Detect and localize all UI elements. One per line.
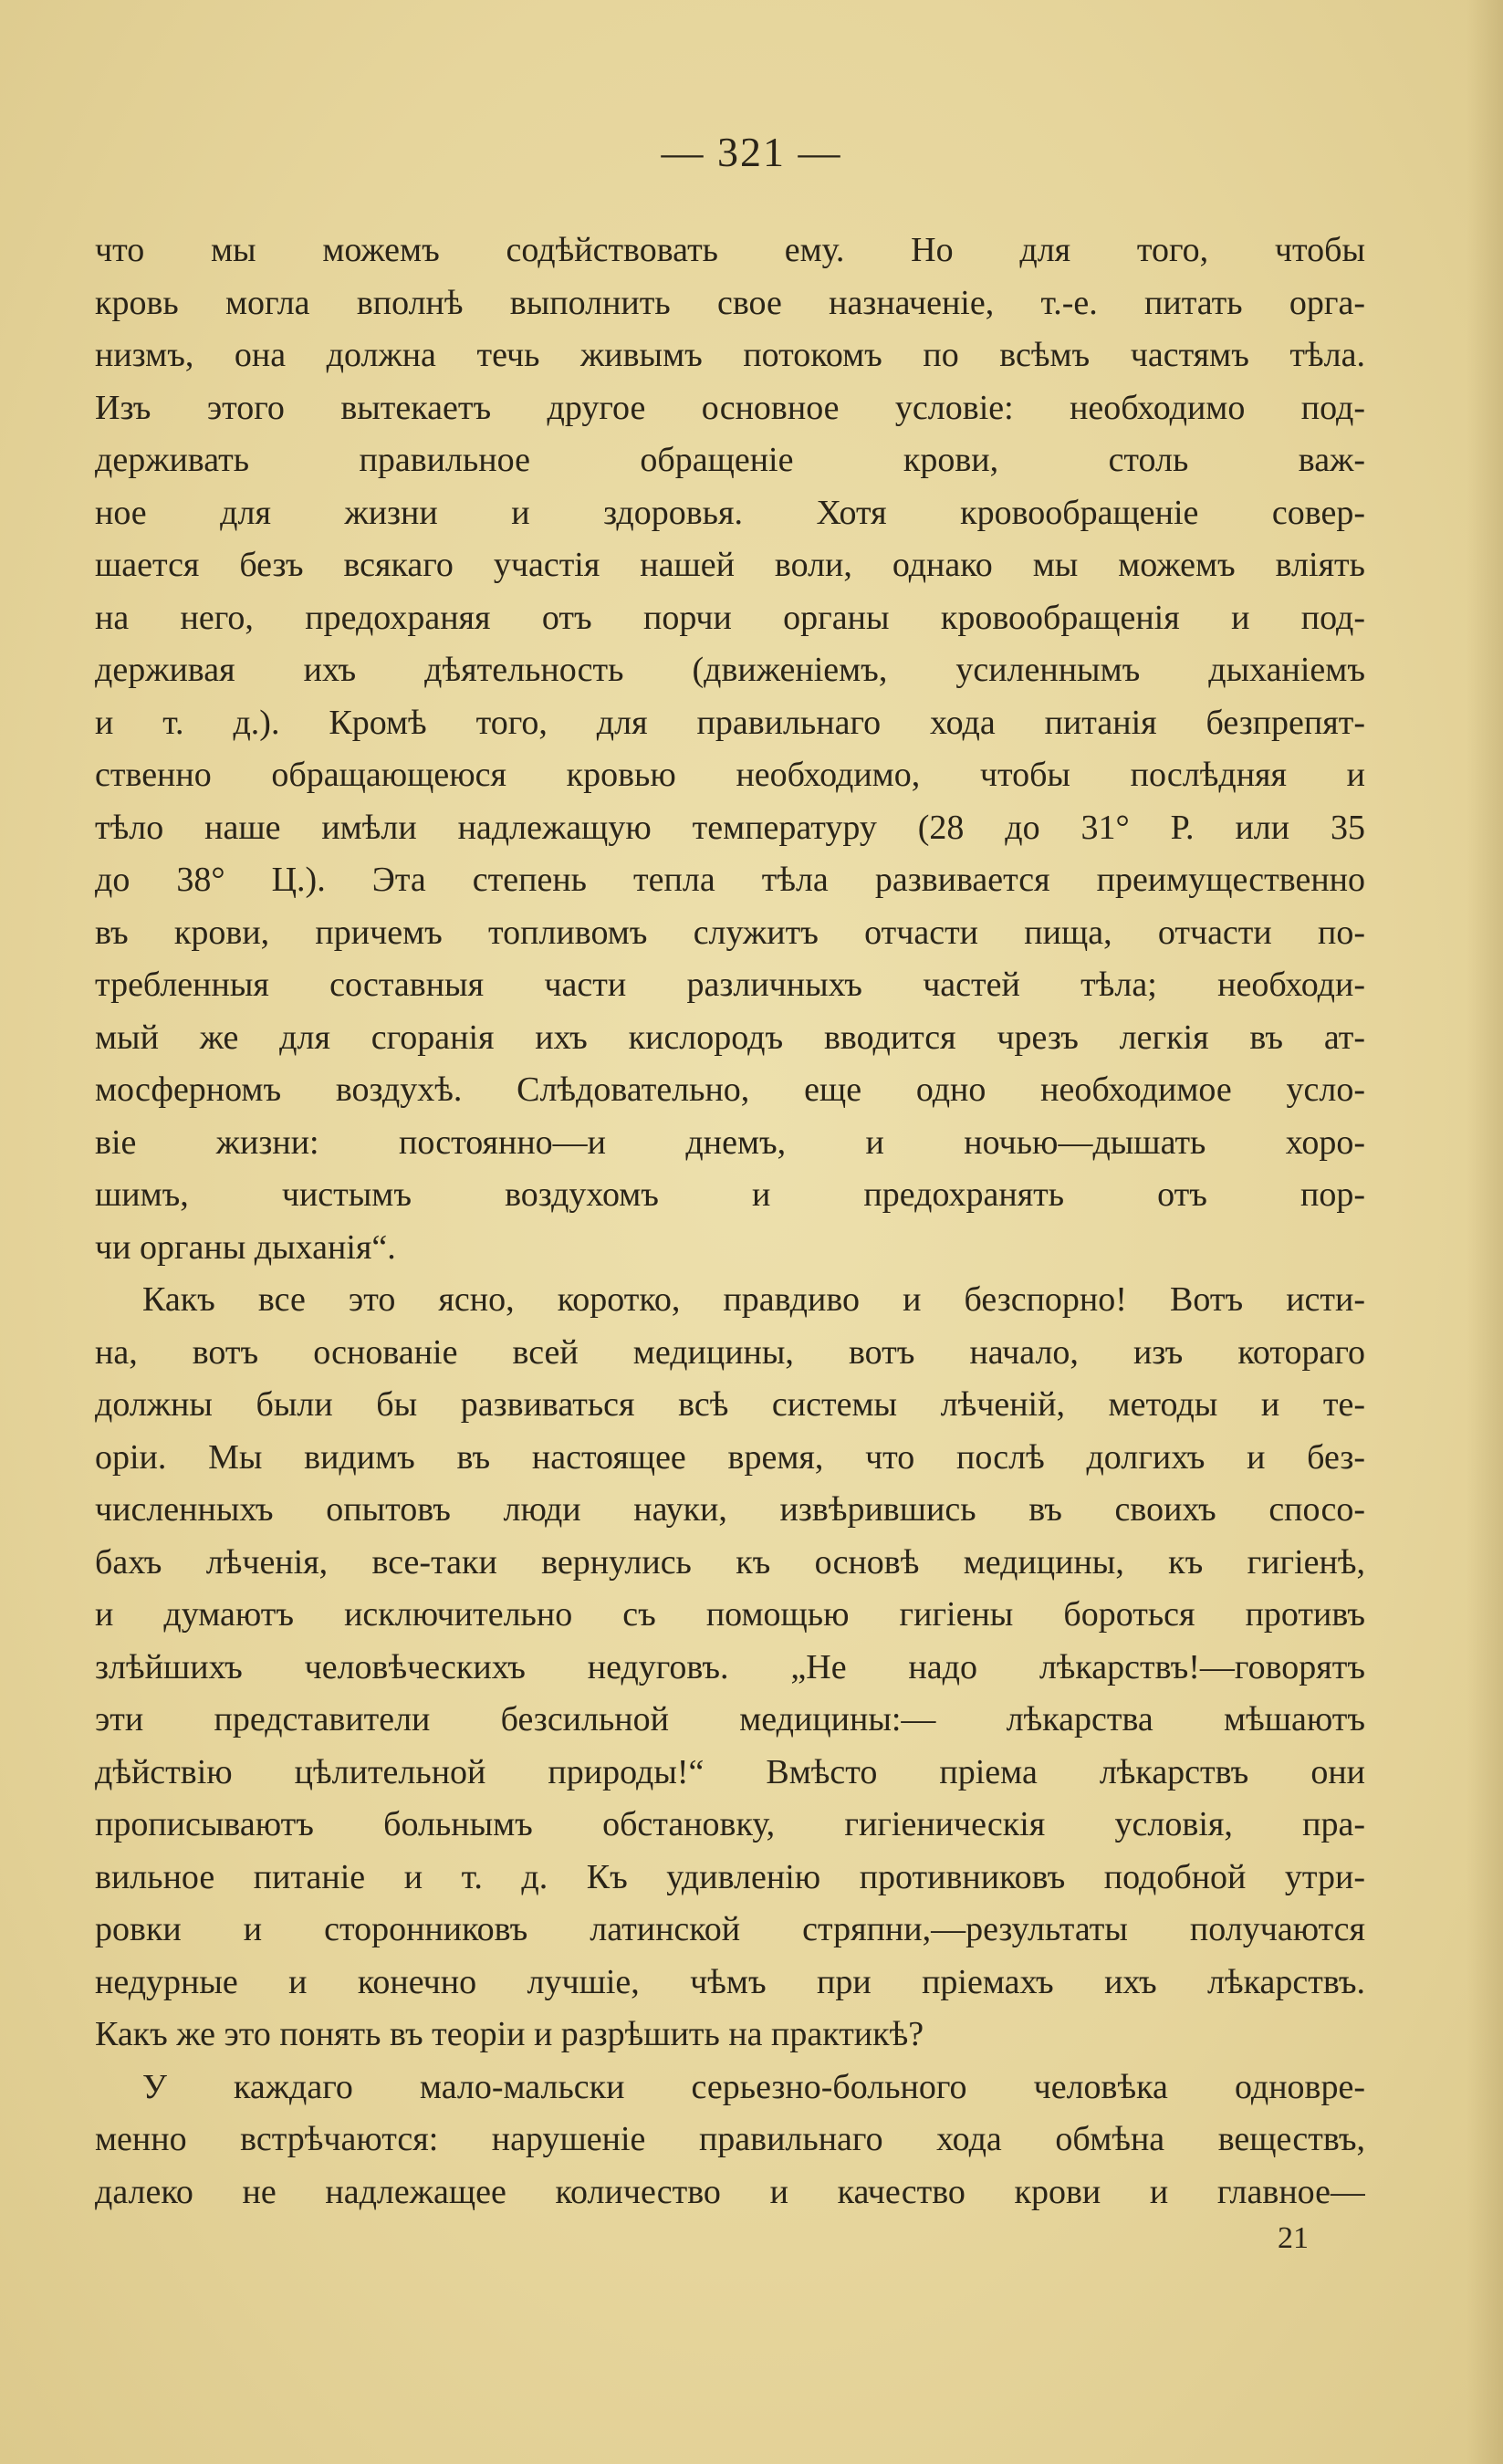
text-line: прописываютъ больнымъ обстановку, гигіеническія условія, пра- [95, 1805, 1365, 1843]
text-line: въ крови, причемъ топливомъ служитъ отчасти пища, отчасти по- [95, 913, 1365, 952]
text-line: и думаютъ исключительно съ помощью гигіены бороться противъ [95, 1595, 1365, 1634]
paragraph-start-line: Какъ все это ясно, коротко, правдиво и безспорно! Вотъ исти- [142, 1280, 1365, 1319]
text-line: и т. д.). Кромѣ того, для правильнаго хода питанія безпрепят- [95, 703, 1365, 742]
text-line: оріи. Мы видимъ въ настоящее время, что послѣ долгихъ и без- [95, 1437, 1365, 1477]
text-line: должны были бы развиваться всѣ системы лѣченій, методы и те- [95, 1385, 1365, 1424]
text-line: что мы можемъ содѣйствовать ему. Но для того, чтобы [95, 231, 1365, 269]
page-edge-shadow [1466, 0, 1503, 2464]
text-line: Изъ этого вытекаетъ другое основное условіе: необходимо под- [95, 388, 1365, 427]
text-line: мосферномъ воздухѣ. Слѣдовательно, еще одно необходимое усло- [95, 1070, 1365, 1109]
text-line: вильное питаніе и т. д. Къ удивленію противниковъ подобной утри- [95, 1857, 1365, 1896]
text-line: требленныя составныя части различныхъ частей тѣла; необходи- [95, 966, 1365, 1004]
text-line: далеко не надлежащее количество и качество крови и главное— [95, 2172, 1365, 2211]
text-line: держивая ихъ дѣятельность (движеніемъ, усиленнымъ дыханіемъ [95, 651, 1365, 689]
text-line: мый же для сгоранія ихъ кислородъ вводится чрезъ легкія въ ат- [95, 1018, 1365, 1057]
text-line: ное для жизни и здоровья. Хотя кровообращеніе совер- [95, 493, 1365, 532]
signature-mark: 21 [1278, 2221, 1309, 2255]
text-line: шимъ, чистымъ воздухомъ и предохранять отъ пор- [95, 1175, 1365, 1214]
text-line: кровь могла вполнѣ выполнить свое назначеніе, т.-е. питать орга- [95, 283, 1365, 322]
text-line: эти представители безсильной медицины:— лѣкарства мѣшаютъ [95, 1700, 1365, 1738]
text-line: бахъ лѣченія, все-таки вернулись къ основѣ медицины, къ гигіенѣ, [95, 1542, 1365, 1582]
body-text [95, 224, 1365, 2219]
text-line: ственно обращающеюся кровью необходимо, чтобы послѣдняя и [95, 756, 1365, 794]
text-line: злѣйшихъ человѣческихъ недуговъ. „Не надо лѣкарствъ!—говорятъ [95, 1647, 1365, 1686]
text-line: менно встрѣчаются: нарушеніе правильнаго хода обмѣна веществъ, [95, 2120, 1365, 2158]
text-line: недурные и конечно лучшіе, чѣмъ при пріемахъ ихъ лѣкарствъ. [95, 1962, 1365, 2001]
text-line: віе жизни: постоянно—и днемъ, и ночью—дышать хоро- [95, 1122, 1365, 1162]
text-line: дѣйствію цѣлительной природы!“ Вмѣсто пріема лѣкарствъ они [95, 1752, 1365, 1791]
text-line: шается безъ всякаго участія нашей воли, однако мы можемъ вліять [95, 546, 1365, 584]
text-line: ровки и сторонниковъ латинской стряпни,—результаты получаются [95, 1910, 1365, 1948]
text-line: до 38° Ц.). Эта степень тепла тѣла развивается преимущественно [95, 861, 1365, 899]
page-number: — 321 — [661, 129, 842, 175]
text-line: на него, предохраняя отъ порчи органы кровообращенія и под- [95, 598, 1365, 637]
text-line: численныхъ опытовъ люди науки, извѣрившись въ своихъ спосо- [95, 1490, 1365, 1529]
text-line: чи органы дыханія“. [95, 1227, 396, 1267]
text-line: Какъ же это понять въ теоріи и разрѣшить на практикѣ? [95, 2015, 924, 2053]
text-line: низмъ, она должна течь живымъ потокомъ по всѣмъ частямъ тѣла. [95, 336, 1365, 374]
text-line: тѣло наше имѣли надлежащую температуру (28 до 31° Р. или 35 [95, 808, 1365, 847]
paragraph-start-line: У каждаго мало-мальски серьезно-больного человѣка одновре- [142, 2067, 1365, 2106]
text-line: на, вотъ основаніе всей медицины, вотъ начало, изъ котораго [95, 1332, 1365, 1372]
text-line: держивать правильное обращеніе крови, столь важ- [95, 441, 1365, 479]
